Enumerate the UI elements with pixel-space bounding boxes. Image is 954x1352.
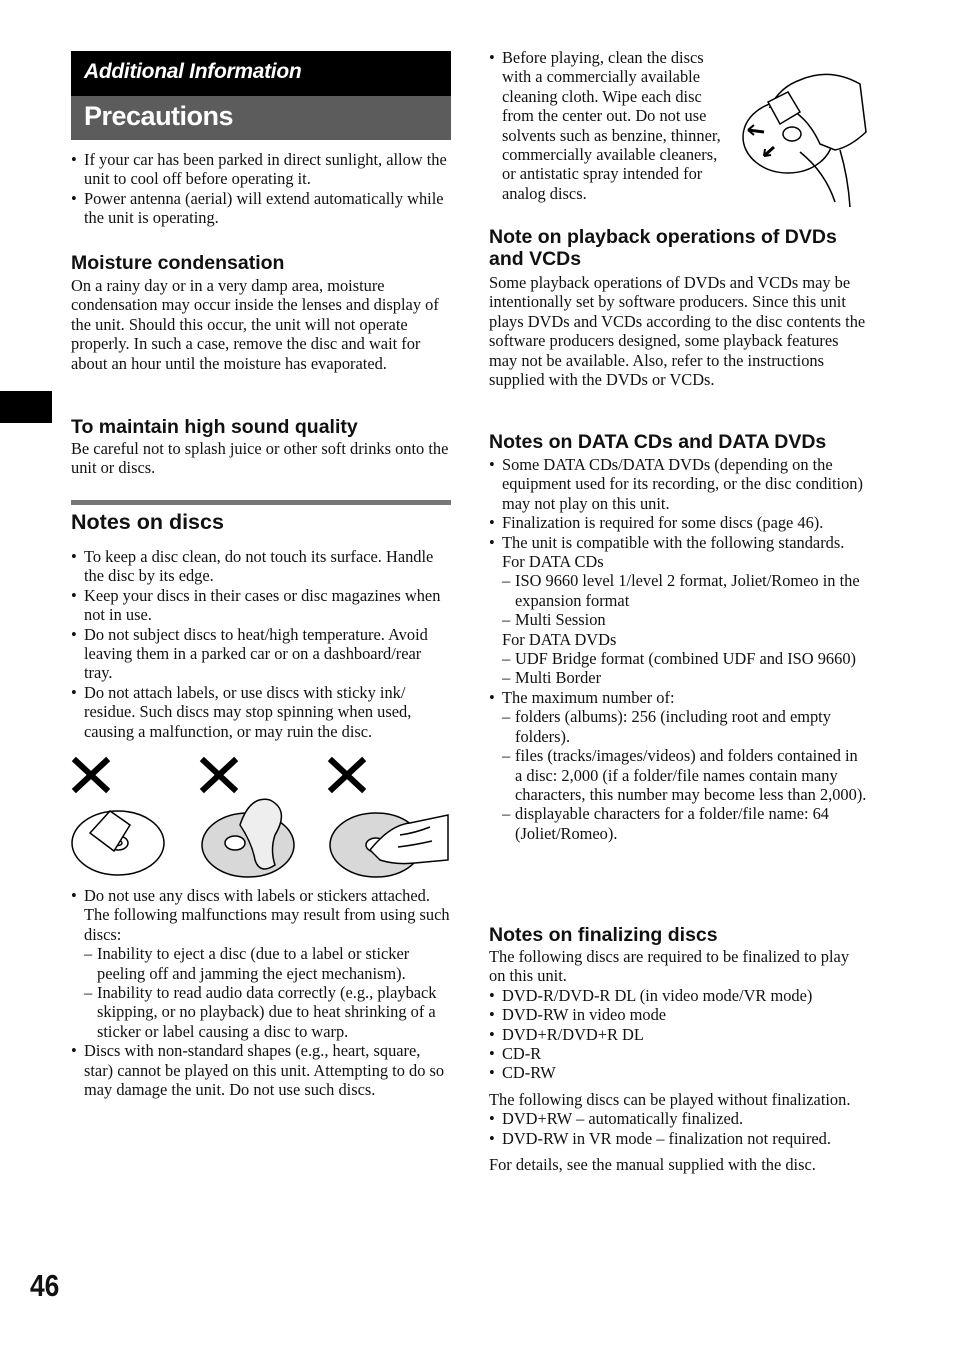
data-discs-heading: Notes on DATA CDs and DATA DVDs [489,431,827,453]
intro-bullet-list [71,150,451,228]
section-title: Additional Information [84,60,302,83]
section-tab-marker [0,391,52,423]
list-item: • Power antenna (aerial) will extend automatically while the unit is operating. [71,189,451,228]
cleaning-bullet-list [489,48,733,203]
list-item: – files (tracks/images/videos) and folders contained in a disc: 2,000 (if a folder/file names contain many characters, this number may become less than 2,000). [502,746,869,804]
disc-cleaning-icon [743,74,866,207]
section-divider [71,500,451,505]
section-banner [71,51,451,96]
list-item: • Some DATA CDs/DATA DVDs (depending on the equipment used for its recording, or the disc condition) may not play on this unit. [489,455,869,513]
page-title-banner [71,96,451,140]
list-item: • DVD-RW in VR mode – finalization not required. [489,1129,869,1148]
list-item: – folders (albums): 256 (including root and empty folders). [502,707,869,746]
list-item: • CD-R [489,1044,869,1063]
finalizing-intro-2: The following discs can be played without finalization. [489,1089,851,1109]
discs-bullet-list [71,547,451,741]
prohibited-x-icon [332,761,362,789]
list-item: • If your car has been parked in direct sunlight, allow the unit to cool off before operating it. [71,150,451,189]
list-item [489,688,869,843]
playback-body: Some playback operations of DVDs and VCDs may be intentionally set by software producers. Since this unit plays DVDs and VCDs according to the disc contents the software producers designed, some playback features may not be available. Also, refer to the instructions supplied with the DVDs or VCDs. [489,273,866,390]
label-bullet-text: • Do not use any discs with labels or stickers attached. [84,886,430,905]
list-item: • Before playing, clean the discs with a commercially available cleaning cloth. Wipe each disc from the center out. Do not use solvents such as benzine, thinner, commercially available cleaners, or antistatic spray intended for analog discs. [489,48,733,203]
list-item: • DVD+RW – automatically finalized. [489,1109,869,1128]
disc-handling-illustration [70,755,450,880]
label-warning-list [71,886,451,1099]
prohibited-x-icon [76,761,106,789]
discs-heading: Notes on discs [71,510,224,534]
malfunction-list [84,944,451,1041]
prohibited-x-icon [204,761,234,789]
list-item: • Do not subject discs to heat/high temperature. Avoid leaving them in a parked car or on a dashboard/rear tray. [71,625,451,683]
finalizing-heading: Notes on finalizing discs [489,924,718,946]
label-followup-text: The following malfunctions may result from using such discs: [84,905,450,944]
list-item: – UDF Bridge format (combined UDF and ISO 9660) [502,649,869,668]
finalizing-intro: The following discs are required to be finalized to play on this unit. [489,947,850,986]
list-item: – displayable characters for a folder/file name: 64 (Joliet/Romeo). [502,804,869,843]
list-item: – ISO 9660 level 1/level 2 format, Joliet/Romeo in the expansion format [502,571,869,610]
list-item: – Inability to read audio data correctly (e.g., playback skipping, or no playback) due to heat shrinking of a sticker or label causing a disc to warp. [84,983,451,1041]
list-item [71,886,451,1041]
list-item: • Discs with non-standard shapes (e.g., heart, square, star) cannot be played on this unit. Attempting to do so may damage the unit. Do not use such discs. [71,1041,451,1099]
list-item: • Do not attach labels, or use discs with sticky ink/ residue. Such discs may stop spinning when used, causing a malfunction, or may ruin the disc. [71,683,451,741]
standards-intro: • The unit is compatible with the following standards. [502,532,845,552]
touched-disc-icon [330,813,448,877]
page-number: 46 [30,1268,60,1303]
disc-cleaning-illustration [740,62,870,212]
sound-heading: To maintain high sound quality [71,416,358,438]
list-item: • DVD-RW in video mode [489,1005,869,1024]
labeled-disc-icon [72,811,164,875]
list-item: • DVD+R/DVD+R DL [489,1025,869,1044]
list-item: – Multi Border [502,668,869,687]
finalize-optional-list [489,1109,869,1148]
playback-heading: Note on playback operations of DVDs and VCDs [489,226,837,270]
finalizing-section [489,947,869,1174]
max-list [502,707,869,843]
moisture-body: On a rainy day or in a very damp area, moisture condensation may occur inside the lenses and display of the unit. Should this occur, the unit will not operate properly. In such a case, remove the disc and wait for about an hour until the moisture has evaporated. [71,276,439,373]
data-cd-formats [502,571,869,629]
list-item: • CD-RW [489,1063,869,1082]
max-intro: • The maximum number of: [502,687,675,707]
data-dvd-formats [502,649,869,688]
page-title: Precautions [84,101,234,131]
finalize-required-list [489,986,869,1083]
moisture-heading: Moisture condensation [71,252,285,274]
data-dvd-label: For DATA DVDs [502,629,617,649]
finalizing-footer: For details, see the manual supplied with the disc. [489,1155,816,1175]
list-item [489,533,869,688]
list-item: • DVD-R/DVD-R DL (in video mode/VR mode) [489,986,869,1005]
list-item: • Finalization is required for some discs (page 46). [489,513,869,532]
list-item: – Inability to eject a disc (due to a label or sticker peeling off and jamming the eject mechanism). [84,944,451,983]
list-item: • Keep your discs in their cases or disc magazines when not in use. [71,586,451,625]
data-cd-label: For DATA CDs [502,552,604,572]
sound-body: Be careful not to splash juice or other soft drinks onto the unit or discs. [71,439,449,478]
data-discs-list [489,455,869,843]
list-item: – Multi Session [502,610,869,629]
warped-disc-icon [202,799,294,877]
list-item: • To keep a disc clean, do not touch its surface. Handle the disc by its edge. [71,547,451,586]
